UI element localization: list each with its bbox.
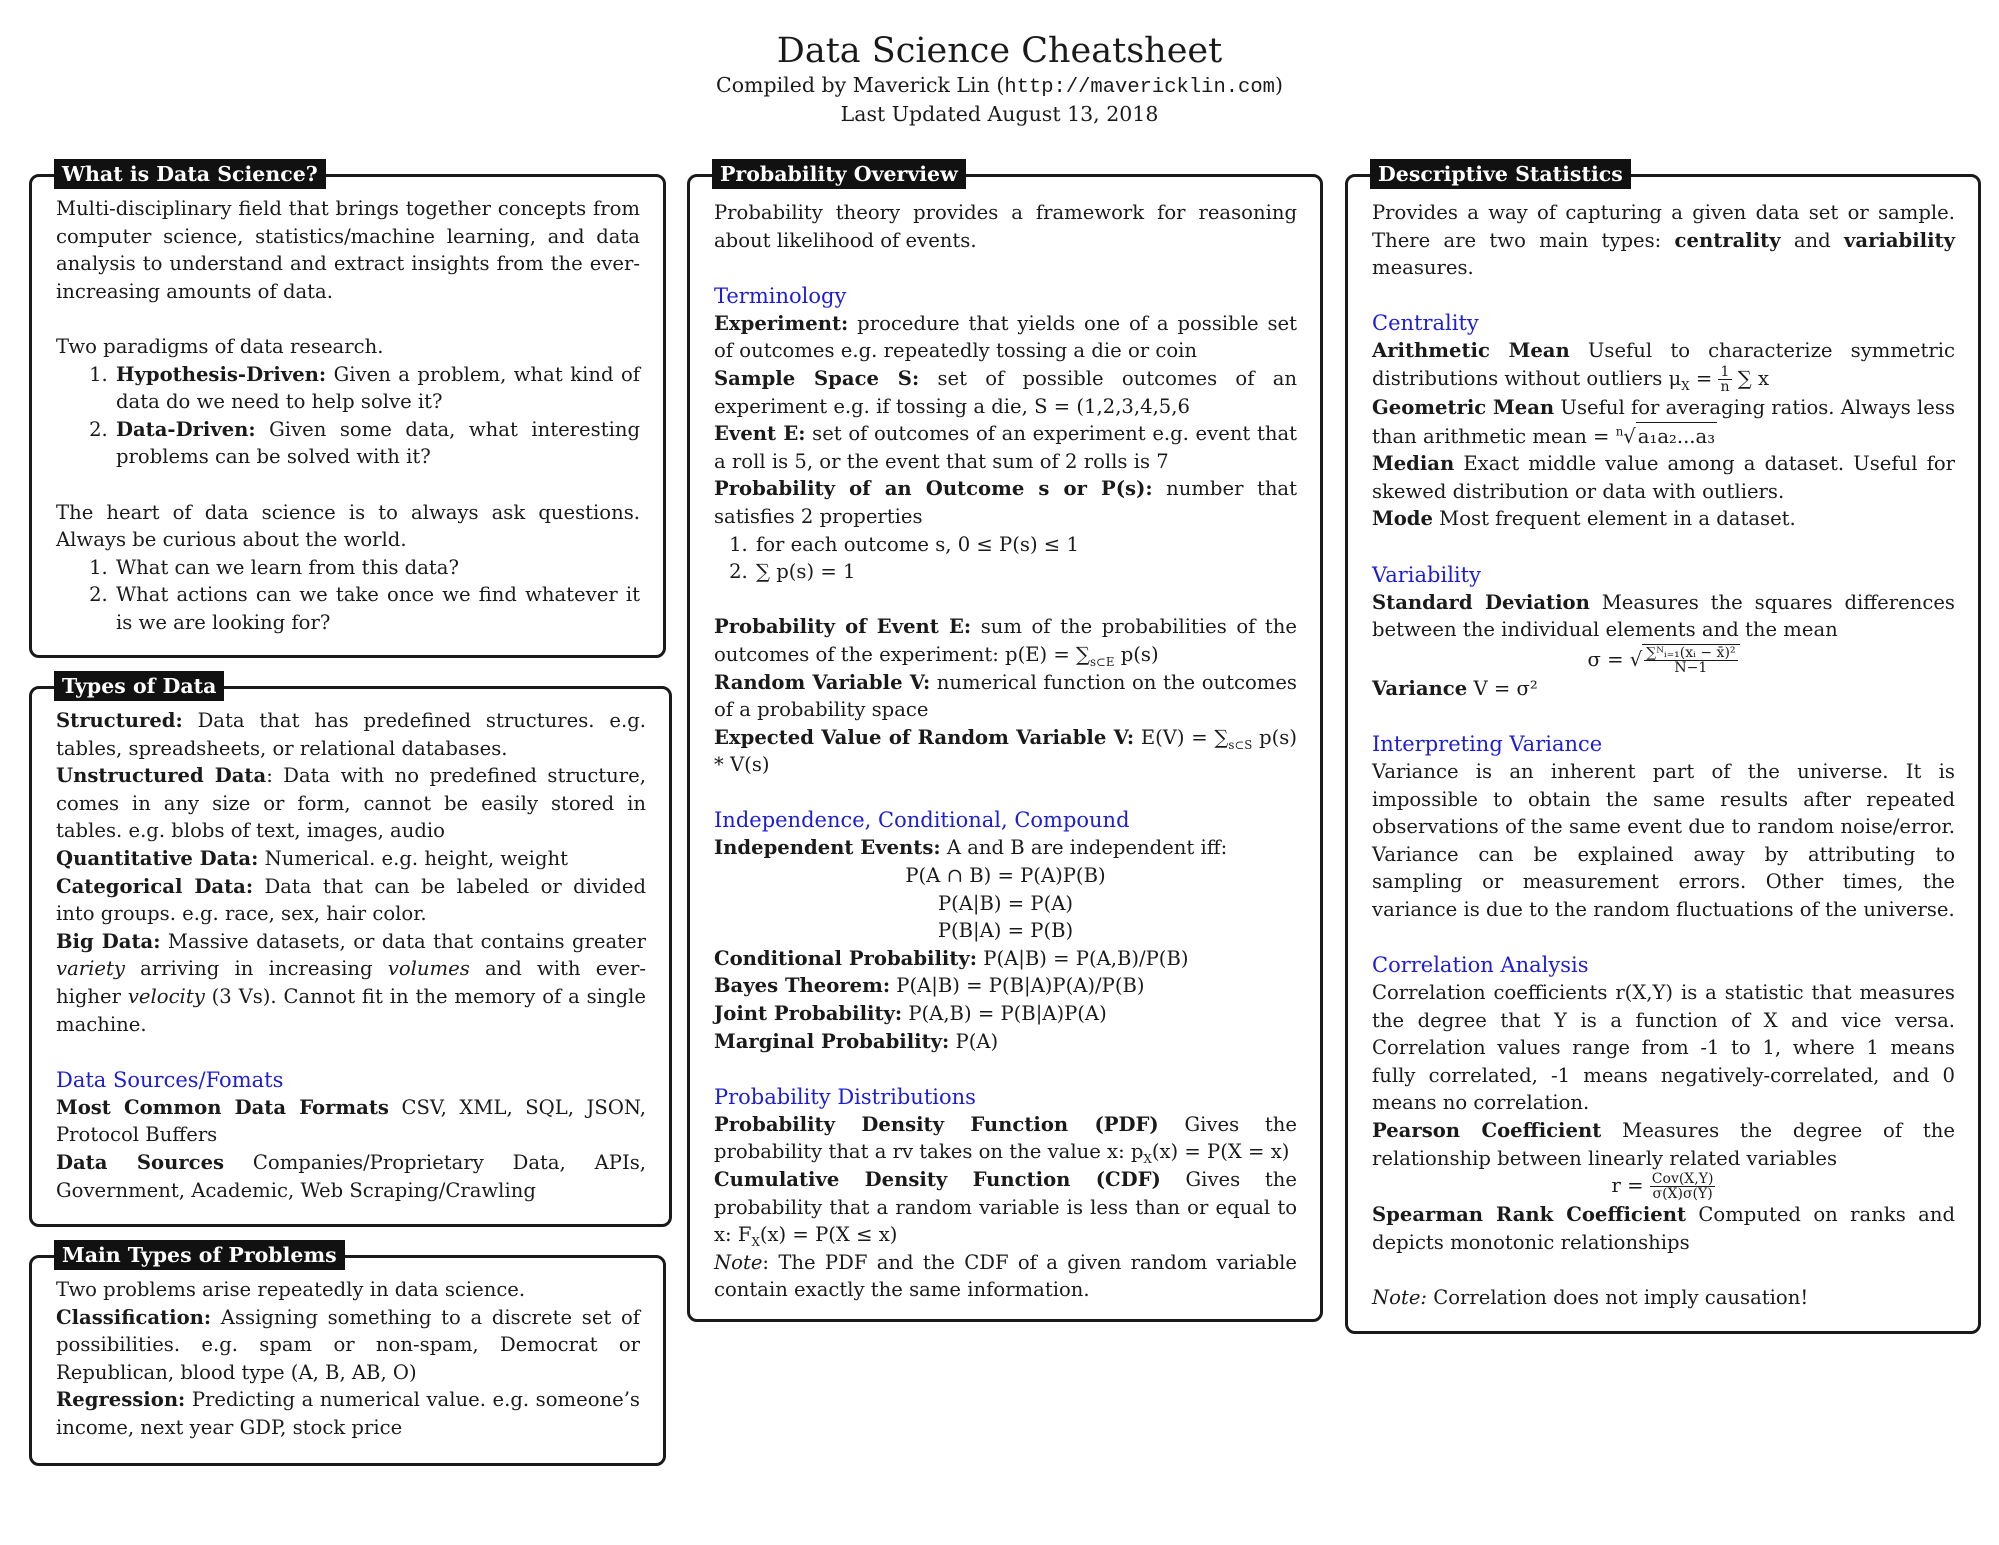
- probability-properties: [714, 531, 1297, 586]
- problem-regression: Regression: Predicting a numerical value. e.g. someone’s income, next year GDP, stock price: [56, 1388, 640, 1439]
- term-median: Median Exact middle value among a dataset. Useful for skewed distribution or data with outliers.: [1372, 452, 1955, 503]
- term-experiment: Experiment: procedure that yields one of a possible set of outcomes e.g. repeatedly tossing a die or coin: [714, 311, 1297, 363]
- author-line: Compiled by Maverick Lin (http://mavericklin.com): [716, 73, 1283, 99]
- correlation-note: Note: Correlation does not imply causation!: [1372, 1286, 1809, 1309]
- term-geometric-mean: Geometric Mean Useful for averaging ratios. Always less than arithmetic mean = $^n$√ a₁a₂...a₃: [1372, 394, 1955, 450]
- variability-heading: Variability: [1372, 562, 1481, 587]
- term-bayes-theorem: Bayes Theorem: P(A|B) = P(B|A)P(A)/P(B): [714, 974, 1145, 998]
- problems-intro: Two problems arise repeatedly in data science.: [56, 1278, 526, 1301]
- correlation-heading: Correlation Analysis: [1372, 953, 1589, 978]
- list-item: 1. What can we learn from this data?: [114, 554, 640, 582]
- descriptive-stats-box: [1345, 162, 1981, 1334]
- paradigms-list: [56, 361, 640, 471]
- term-sample-space: Sample Space S: set of possible outcomes of an experiment e.g. if tossing a die, S = (1,2,3,4,5,6: [714, 366, 1298, 418]
- term-event-probability: Probability of Event E: sum of the probabilities of the outcomes of the experiment: $p(E) = \sum_{s\subset E}$ p(s): [714, 615, 1298, 669]
- probability-note: Note: The PDF and the CDF of a given random variable contain exactly the same information.: [714, 1250, 1297, 1302]
- distributions-heading: Probability Distributions: [714, 1084, 976, 1109]
- probability-intro: Probability theory provides a framework for reasoning about likelihood of events.: [714, 201, 1297, 252]
- list-item: 1. Hypothesis-Driven: Given a problem, what kind of data do we need to help solve it?: [114, 361, 640, 416]
- probability-box: [687, 162, 1323, 1322]
- equation: P(B|A) = P(B): [937, 919, 1074, 943]
- descriptive-stats-title: Descriptive Statistics: [1370, 159, 1631, 189]
- term-outcome-probability: Probability of an Outcome s or P(s): number that satisfies 2 properties: [714, 477, 1297, 528]
- term-pdf: Probability Density Function (PDF) Gives the probability that a rv takes on the value x: $p_X(x) = P(X = x)$: [714, 1112, 1297, 1167]
- what-is-data-science-box: [29, 162, 666, 658]
- list-item: 1. for each outcome s, 0 ≤ P(s) ≤ 1: [754, 531, 1297, 559]
- term-random-variable: Random Variable V: numerical function on the outcomes of a probability space: [714, 670, 1297, 722]
- heart-text: The heart of data science is to always ask questions. Always be curious about the world.: [56, 500, 640, 552]
- list-item: 2. Data-Driven: Given some data, what interesting problems can be solved with it?: [114, 416, 640, 471]
- independence-heading: Independence, Conditional, Compound: [714, 808, 1130, 833]
- types-of-data-box: [29, 674, 672, 1227]
- term-pearson: Pearson Coefficient Measures the degree of the relationship between linearly related variables: [1372, 1119, 1956, 1170]
- term-marginal-probability: Marginal Probability: P(A): [714, 1029, 999, 1053]
- pearson-formula: r = $\frac{\text{Cov(X,Y)}}{\sigma(X)\sigma(Y)}$: [1611, 1171, 1714, 1203]
- std-dev-formula: σ = √ $\frac{\text{∑ᴺᵢ₌₁(xᵢ − x̄)²}}{N-1}$: [1372, 644, 1955, 675]
- equation: P(A ∩ B) = P(A)P(B): [905, 864, 1106, 888]
- type-quantitative: Quantitative Data: Numerical. e.g. height, weight: [56, 846, 568, 870]
- paradigms-intro: Two paradigms of data research.: [56, 334, 384, 358]
- list-item: 2. What actions can we take once we find whatever it is we are looking for?: [114, 581, 640, 636]
- problems-title: Main Types of Problems: [54, 1240, 345, 1270]
- page-title: Data Science Cheatsheet: [776, 31, 1223, 71]
- term-standard-deviation: Standard Deviation Measures the squares differences between the individual elements and the mean: [1372, 590, 1955, 642]
- types-of-data-title: Types of Data: [54, 671, 224, 701]
- correlation-text: Correlation coefficients r(X,Y) is a statistic that measures the degree that Y is a function of X and vice versa. Correlation values range from -1 to 1, where 1 means fully correlated, -1 means negatively-correlated, and 0 means no correlation.: [1372, 981, 1955, 1115]
- term-independent-events: Independent Events: A and B are independent iff:: [714, 836, 1228, 860]
- questions-list: [56, 554, 640, 637]
- descriptive-intro: Provides a way of capturing a given data set or sample. There are two main types: centrality and variability measures.: [1372, 201, 1955, 280]
- term-event: Event E: set of outcomes of an experiment e.g. event that a roll is 5, or the event that sum of 2 rolls is 7: [714, 422, 1298, 473]
- term-spearman: Spearman Rank Coefficient Computed on ranks and depicts monotonic relationships: [1372, 1203, 1955, 1254]
- page-header: [0, 30, 1999, 128]
- what-intro: Multi-disciplinary field that brings together concepts from computer science, statistics/machine learning, and data analysis to understand and extract insights from the ever-increasing amounts of data.: [56, 197, 640, 303]
- interpreting-variance-text: Variance is an inherent part of the universe. It is impossible to obtain the same results after repeated observations of the same event due to random noise/error. Variance can be explained away by attributing to sampling or measurement errors. Other times, the variance is due to the random fluctuations of the universe.: [1372, 759, 1955, 921]
- list-item: 2. ∑ p(s) = 1: [754, 558, 1297, 586]
- data-formats: Most Common Data Formats CSV, XML, SQL, JSON, Protocol Buffers: [56, 1095, 647, 1147]
- what-is-data-science-title: What is Data Science?: [54, 159, 326, 189]
- data-sources-heading: Data Sources/Fomats: [56, 1067, 284, 1092]
- type-categorical: Categorical Data: Data that can be labeled or divided into groups. e.g. race, sex, hair color.: [56, 874, 646, 926]
- problems-box: [29, 1243, 666, 1466]
- term-variance: Variance V = σ²: [1372, 676, 1538, 700]
- term-conditional-probability: Conditional Probability: P(A|B) = P(A,B)/P(B): [714, 946, 1189, 970]
- term-cdf: Cumulative Density Function (CDF) Gives the probability that a random variable is less than or equal to x: $F_X(x) = P(X \le x)$: [714, 1168, 1298, 1250]
- last-updated: Last Updated August 13, 2018: [840, 102, 1159, 126]
- author-link[interactable]: http://mavericklin.com: [1004, 76, 1275, 99]
- type-big-data: Big Data: Massive datasets, or data that contains greater variety arriving in increasing volumes and with ever-higher velocity (3 Vs). Cannot fit in the memory of a single machine.: [56, 929, 647, 1036]
- equation: P(A|B) = P(A): [937, 891, 1074, 915]
- term-expected-value: Expected Value of Random Variable V: $E(V) = \sum_{s\subset S}$ p(s) * V(s): [714, 725, 1297, 777]
- type-unstructured: Unstructured Data: Data with no predefined structure, comes in any size or form, cannot be easily stored in tables. e.g. blobs of text, images, audio: [56, 764, 646, 843]
- problem-classification: Classification: Assigning something to a discrete set of possibilities. e.g. spam or non-spam, Democrat or Republican, blood type (A, B, AB, O): [56, 1305, 640, 1384]
- interpreting-variance-heading: Interpreting Variance: [1372, 731, 1603, 756]
- term-joint-probability: Joint Probability: P(A,B) = P(B|A)P(A): [714, 1002, 1107, 1026]
- centrality-heading: Centrality: [1372, 311, 1479, 336]
- probability-title: Probability Overview: [712, 159, 966, 189]
- terminology-heading: Terminology: [714, 283, 847, 308]
- term-mode: Mode Most frequent element in a dataset.: [1372, 507, 1796, 531]
- term-arithmetic-mean: Arithmetic Mean Useful to characterize symmetric distributions without outliers $\mu_X$ = $\frac{1}{n}$ ∑ x: [1372, 339, 1955, 395]
- type-structured: Structured: Data that has predefined structures. e.g. tables, spreadsheets, or relational databases.: [56, 709, 646, 760]
- data-sources: Data Sources Companies/Proprietary Data, APIs, Government, Academic, Web Scraping/Crawling: [56, 1150, 646, 1202]
